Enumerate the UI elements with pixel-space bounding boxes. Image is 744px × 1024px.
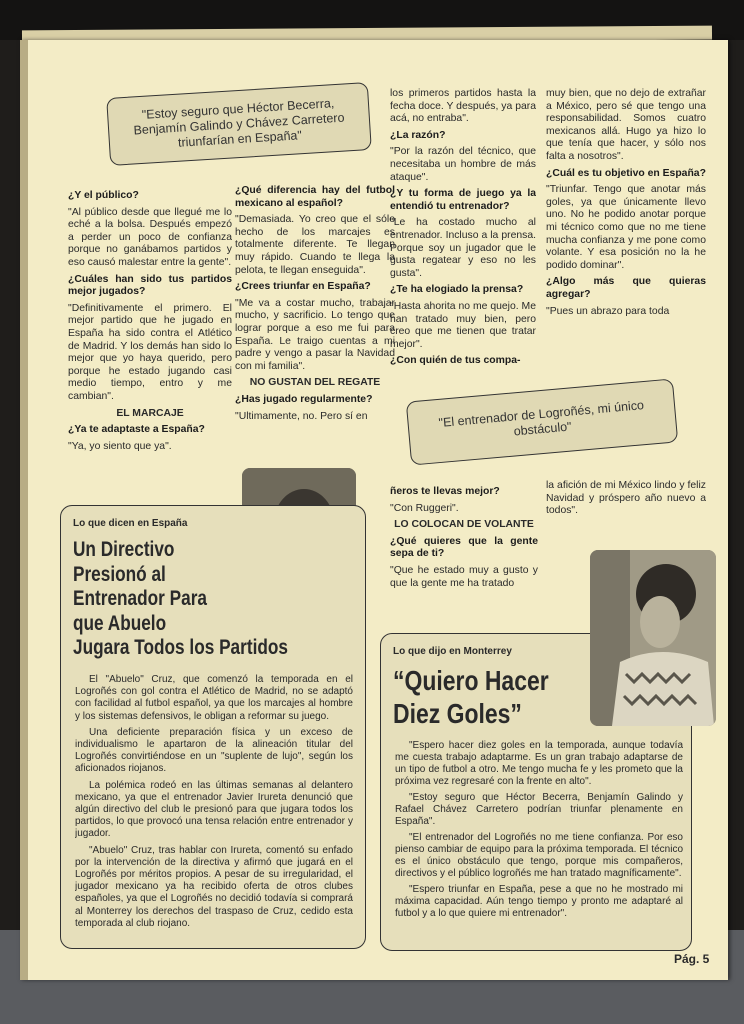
section-subhead: NO GUSTAN DEL REGATE — [249, 377, 381, 389]
kicker-monterrey: Lo que dijo en Monterrey — [393, 646, 512, 657]
interview-question: ¿Te ha elogiado la prensa? — [390, 284, 524, 296]
headline-spain: Un Directivo Presionó al Entrenador Para que Abuelo Jugara Todos los Partidos — [73, 538, 288, 659]
interview-question: ¿Algo más que quieras agregar? — [546, 276, 706, 300]
interview-question: ¿Cuáles han sido tus partidos mejor jugados? — [68, 273, 232, 298]
column-4-bottom — [546, 480, 706, 520]
column-1 — [68, 190, 232, 495]
body-monterrey: "Espero hacer diez goles en la temporada, aunque todavía me cuesta trabajo adaptarme. Es un gran trabajo adaptarse de un tipo de futbol a otro. Me tengo mucha fe y les prometo que la próxima vez regresaré con la frente en alto". "Estoy seguro que Héctor Becerra, Benjamín Galindo y Rafael Chávez Carretero podrían triunfar plenamente en España". "El entrenador del Logroñés no me tiene confianza. Por eso pienso cambiar de equipo para la próxima temporada. El técnico es el único obstáculo que tengo, porque mis compañeros, directivos y el público logroñés me han tratado magníficamente". "Espero triunfar en España, pese a que no he mostrado mi máxima capacidad. Aún tengo tiempo y pronto me adaptaré al futbol y a lo que quiere mi entrenador". — [395, 740, 683, 919]
interview-answer: "Al público desde que llegué me lo eché a la bolsa. Después empezó a perder un poco de confianza porque no ganábamos partidos y eso causó malestar entre la gente". — [68, 206, 232, 268]
interview-question: ¿Y tu forma de juego ya la entendió tu entrenador? — [390, 188, 536, 212]
interview-question: ¿Qué quieres que la gente sepa de ti? — [390, 535, 538, 560]
player-photo-right — [590, 550, 716, 726]
section-subhead: EL MARCAJE — [116, 407, 184, 419]
column-3-bottom — [390, 486, 538, 611]
interview-answer: "Hasta ahorita no me quejo. Me han tratado muy bien, pero creo que me tienen que tratar mejor". — [390, 300, 536, 350]
interview-answer: "Pues un abrazo para toda — [546, 305, 670, 317]
pull-quote-top: "Estoy seguro que Héctor Becerra, Benjamín Galindo y Chávez Carretero triunfarían en España" — [106, 82, 372, 166]
interview-answer: "Definitivamente el primero. El mejor partido que he jugado en España ha sido contra el Atlético de Madrid. Y los demás han sido lo mejor que yo haya querido, pero porque he estado jugando casi medio tiempo, entro y me cambian". — [68, 302, 232, 402]
interview-answer: los primeros partidos hasta la fecha doce. Y después, ya para acá, no entraba". — [390, 88, 536, 125]
kicker-spain: Lo que dicen en España — [73, 518, 188, 529]
interview-answer: "Ya, yo siento que ya". — [68, 440, 172, 452]
interview-question: ¿La razón? — [390, 129, 446, 141]
interview-answer: "Demasiada. Yo creo que el sólo hecho de los marcajes es totalmente diferente. Te llegan muy rápido. Cuando te llega la pelota, te llegan enseguida". — [235, 214, 395, 276]
interview-question: ¿Cuál es tu objetivo en España? — [546, 167, 706, 179]
section-subhead: LO COLOCAN DE VOLANTE — [394, 519, 534, 531]
column-2 — [235, 185, 395, 455]
interview-question: ¿Has jugado regularmente? — [235, 393, 373, 405]
interview-question: ¿Ya te adaptaste a España? — [68, 424, 205, 436]
interview-answer: "Ultimamente, no. Pero sí en — [235, 410, 368, 422]
sidebar-box-spain — [60, 505, 366, 949]
body-spain: El "Abuelo" Cruz, que comenzó la temporada en el Logroñés con gol contra el Atlético de Madrid, no se adaptó con facilidad al futbol español, ya que los marcajes al hombre y los sistemas defensivos, le obligan a reformar su juego. Una deficiente preparación física y un exceso de individualismo le apartaron de la alineación titular del Logroñés convirtiéndose en un "suplente de lujo", según los aficionados riojanos. La polémica rodeó en las últimas semanas al delantero mexicano, ya que el entrenador Javier Irureta denunció que algún directivo del club le presionó para que jugara todos los partidos, lo que provocó una tensa relación entre entrenador y jugador. "Abuelo" Cruz, tras hablar con Irureta, comentó su enfado por la intervención de la directiva y afirmó que jugará en el Logroñés por méritos propios. A pesar de su irregularidad, el jugador mexicano ya ha recibido oferta de otros clubes españoles, ya que el Logroñés no decidió todavía si comprará al Monterrey los derechos del traspaso de Cruz, cedido esta temporada al club riojano. — [75, 674, 353, 929]
interview-answer: la afición de mi México lindo y feliz Navidad y próspero año nuevo a todos". — [546, 480, 706, 517]
interview-question: ñeros te llevas mejor? — [390, 486, 500, 497]
headline-monterrey: “Quiero Hacer Diez Goles” — [393, 665, 549, 729]
interview-question: ¿Con quién de tus compa- — [390, 355, 521, 367]
column-4-top — [546, 88, 706, 386]
magazine-page — [20, 40, 728, 980]
column-3-top — [390, 88, 536, 388]
page-number: Pág. 5 — [674, 952, 710, 966]
interview-question: ¿Crees triunfar en España? — [235, 281, 371, 293]
pull-quote-middle: "El entrenador de Logroñés, mi único obstáculo" — [406, 378, 679, 465]
interview-answer: "Me va a costar mucho, trabajar mucho, y sacrificio. Lo tengo que lograr porque a eso me fui para España. Le traigo cuentas a mi padre y vengo a pasar la Navidad con mi familia". — [235, 297, 395, 372]
interview-answer: "Con Ruggeri". — [390, 502, 459, 514]
interview-question: ¿Y el público? — [68, 190, 139, 201]
interview-question: ¿Qué diferencia hay del futbol mexicano al español? — [235, 185, 395, 209]
interview-answer: "Triunfar. Tengo que anotar más goles, ya que únicamente llevo uno. No he podido anotar porque mi técnico como que no me tiene mucha confianza y me pone como volante. Y esa posición no la he podido dominar". — [546, 184, 706, 271]
player-portrait-image-2 — [590, 550, 716, 726]
interview-answer: "Que he estado muy a gusto y que la gente me ha tratado — [390, 564, 538, 589]
interview-answer: "Por la razón del técnico, que necesitaba un hombre de más ataque". — [390, 146, 536, 183]
interview-answer: "Le ha costado mucho al entrenador. Incluso a la prensa. Porque soy un jugador que le gusta regatear y eso no les gusta". — [390, 217, 536, 279]
interview-answer: muy bien, que no dejo de extrañar a México, pero sé que tengo una responsabilidad. Somos cuatro mexicanos allá. Hugo ya hizo lo que tenía que hacer, y sólo nos falta a nosotros". — [546, 88, 706, 162]
